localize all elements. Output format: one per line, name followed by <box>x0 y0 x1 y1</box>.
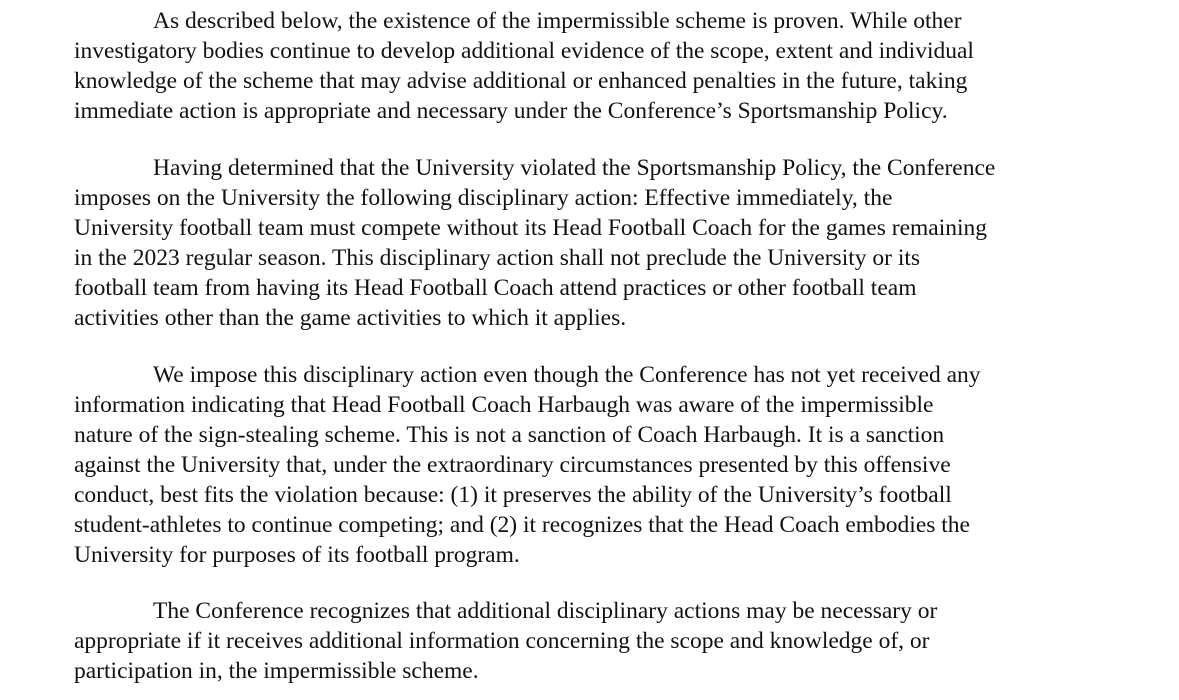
text-line: The Conference recognizes that additional disciplinary actions may be necessary or <box>153 598 938 624</box>
text-line: football team from having its Head Football Coach attend practices or other football team <box>74 275 917 301</box>
text-line: activities other than the game activities to which it applies. <box>74 305 627 331</box>
text-line: We impose this disciplinary action even though the Conference has not yet received any <box>153 362 981 388</box>
text-line: investigatory bodies continue to develop additional evidence of the scope, extent and individual <box>74 38 974 64</box>
text-line: Having determined that the University violated the Sportsmanship Policy, the Conference <box>153 155 996 181</box>
text-line: University for purposes of its football program. <box>74 542 520 568</box>
text-line: appropriate if it receives additional information concerning the scope and knowledge of, or <box>74 628 930 654</box>
text-line: knowledge of the scheme that may advise additional or enhanced penalties in the future, taking <box>74 68 968 94</box>
text-line: nature of the sign-stealing scheme. This is not a sanction of Coach Harbaugh. It is a sanction <box>74 422 945 448</box>
text-line: As described below, the existence of the impermissible scheme is proven. While other <box>153 8 962 34</box>
text-line: University football team must compete without its Head Football Coach for the games remaining <box>74 215 988 241</box>
text-line: student-athletes to continue competing; and (2) it recognizes that the Head Coach embodies the <box>74 512 970 538</box>
text-line: conduct, best fits the violation because: (1) it preserves the ability of the University’s football <box>74 482 952 508</box>
text-line: against the University that, under the extraordinary circumstances presented by this offensive <box>74 452 951 478</box>
text-line: imposes on the University the following disciplinary action: Effective immediately, the <box>74 185 893 211</box>
text-line: in the 2023 regular season. This disciplinary action shall not preclude the University or its <box>74 245 921 271</box>
text-line: information indicating that Head Football Coach Harbaugh was aware of the impermissible <box>74 392 934 418</box>
text-line: immediate action is appropriate and necessary under the Conference’s Sportsmanship Policy. <box>74 98 948 124</box>
text-line: participation in, the impermissible scheme. <box>74 658 479 684</box>
